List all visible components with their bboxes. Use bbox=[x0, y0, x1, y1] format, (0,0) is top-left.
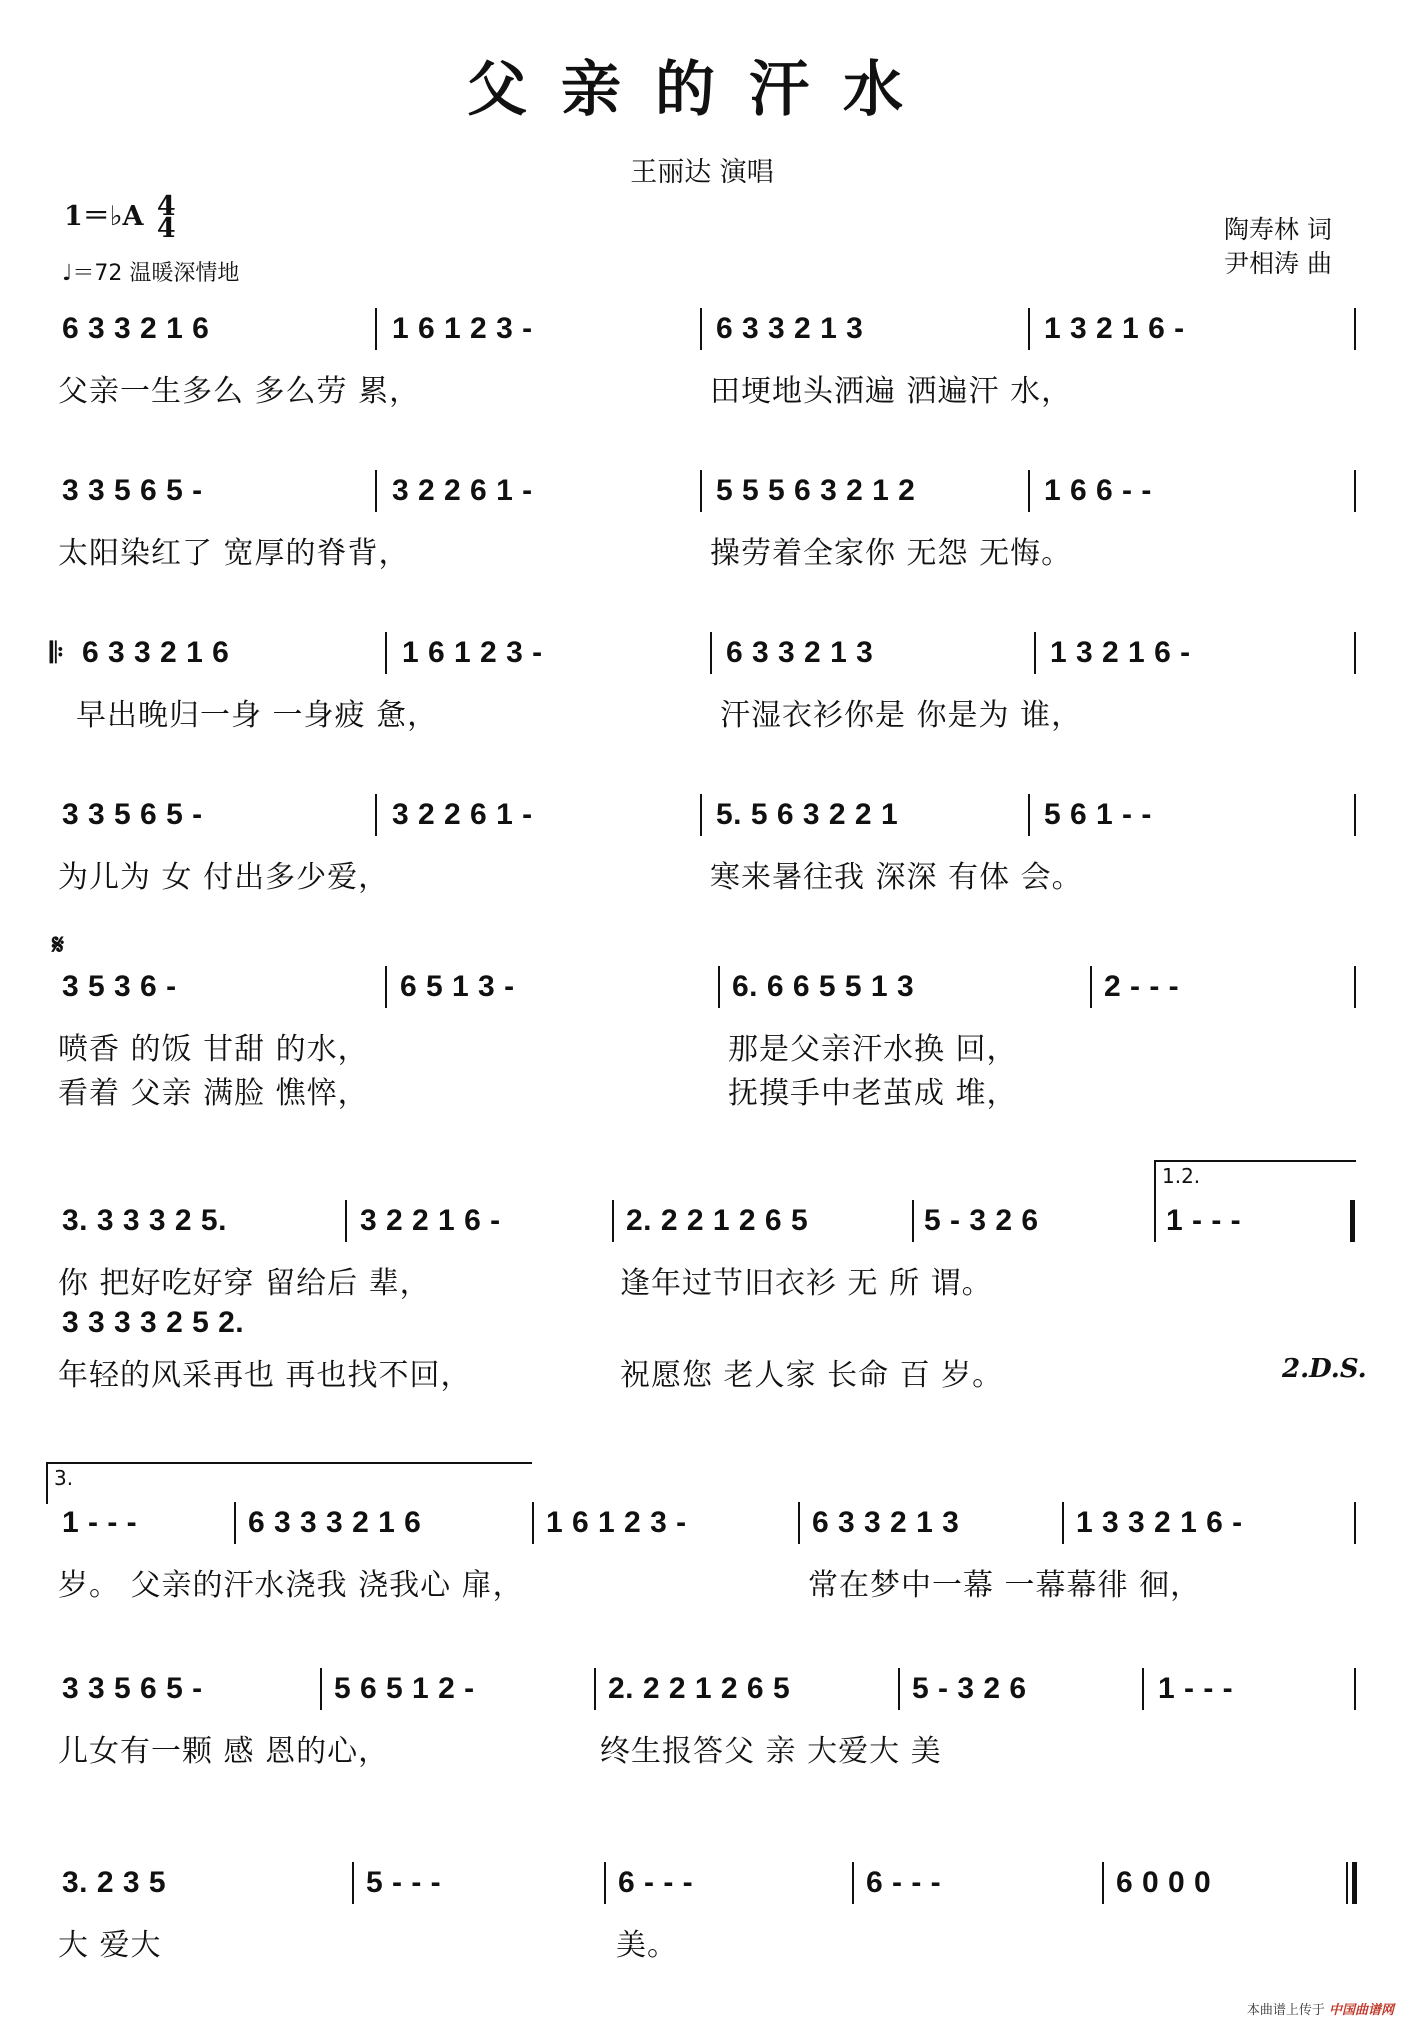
lyric-line: 逢年过节旧衣衫 无 所 谓。 bbox=[620, 1266, 993, 1301]
measure: 6 3 3 2 1 3 bbox=[812, 1506, 960, 1539]
measure: 1 6 1 2 3 - bbox=[402, 636, 543, 669]
measure: 6 3 3 2 1 6 bbox=[62, 312, 210, 345]
footer-text: 本曲谱上传于 bbox=[1246, 2003, 1325, 2018]
time-signature bbox=[156, 190, 176, 244]
lyric-line: 岁。 父亲的汗水浇我 浇我心 扉， bbox=[58, 1568, 524, 1603]
measure: 6 5 1 3 - bbox=[400, 970, 515, 1003]
measure: 6 3 3 2 1 3 bbox=[726, 636, 874, 669]
lyric-line-verse-2: 祝愿您 老人家 长命 百 岁。 bbox=[620, 1358, 1004, 1393]
measure: 6 3 3 2 1 6 bbox=[82, 636, 230, 669]
measure: 3. 3 3 3 2 5. bbox=[62, 1204, 227, 1237]
lyric-line-verse-2: 抚摸手中老茧成 堆， bbox=[728, 1076, 1018, 1111]
lyric-line: 终生报答父 亲 大爱大 美 bbox=[600, 1734, 942, 1769]
measure: 1 6 1 2 3 - bbox=[392, 312, 533, 345]
measure: 6 3 3 2 1 3 bbox=[716, 312, 864, 345]
measure: 3 3 5 6 5 - bbox=[62, 474, 203, 507]
lyric-line: 那是父亲汗水换 回， bbox=[728, 1032, 1018, 1067]
performer-credit: 王丽达 演唱 bbox=[630, 157, 774, 188]
measure: 6 - - - bbox=[866, 1866, 942, 1899]
measure: 6 3 3 3 2 1 6 bbox=[248, 1506, 422, 1539]
key-label: 1＝♭A bbox=[64, 201, 144, 232]
composer-credit: 尹相涛 曲 bbox=[1224, 249, 1332, 278]
key-signature bbox=[64, 190, 176, 244]
measure: 1 - - - bbox=[1158, 1672, 1234, 1705]
lyric-line: 父亲一生多么 多么劳 累， bbox=[58, 374, 421, 409]
measure: 1 3 2 1 6 - bbox=[1044, 312, 1185, 345]
time-sig-bottom: 4 bbox=[156, 212, 176, 244]
measure: 5 - 3 2 6 bbox=[912, 1672, 1027, 1705]
measure: 1 6 1 2 3 - bbox=[546, 1506, 687, 1539]
lyric-line: 儿女有一颗 感 恩的心， bbox=[58, 1734, 390, 1769]
measure: 3 2 2 6 1 - bbox=[392, 474, 533, 507]
volta-1-2: 1.2. bbox=[1154, 1160, 1356, 1202]
upload-footer bbox=[1247, 1999, 1394, 2018]
alt-measure: 3 3 3 3 2 5 2. bbox=[62, 1306, 245, 1339]
lyric-line: 为儿为 女 付出多少爱， bbox=[58, 860, 390, 895]
lyricist-credit: 陶寿林 词 bbox=[1224, 215, 1332, 244]
measure: 3 2 2 1 6 - bbox=[360, 1204, 501, 1237]
measure: 6. 6 6 5 5 1 3 bbox=[732, 970, 915, 1003]
repeat-start-sign: 𝄆 bbox=[50, 636, 64, 669]
footer-brand[interactable]: 中国曲谱网 bbox=[1328, 2003, 1394, 2018]
lyric-line-verse-2: 看着 父亲 满脸 憔悴， bbox=[58, 1076, 369, 1111]
lyric-line: 你 把好吃好穿 留给后 辈， bbox=[58, 1266, 431, 1301]
measure: 5. 5 6 3 2 2 1 bbox=[716, 798, 899, 831]
measure: 2 - - - bbox=[1104, 970, 1180, 1003]
dal-segno-mark: 2.D.S. bbox=[1282, 1354, 1367, 1384]
lyric-line-verse-2: 年轻的风采再也 再也找不回， bbox=[58, 1358, 472, 1393]
measure: 5 5 5 6 3 2 1 2 bbox=[716, 474, 916, 507]
volta-3: 3. bbox=[46, 1462, 532, 1504]
measure: 5 6 5 1 2 - bbox=[334, 1672, 475, 1705]
lyric-line: 早出晚归一身 一身疲 惫， bbox=[76, 698, 439, 733]
time-sig-top: 4 bbox=[156, 190, 176, 222]
lyric-line: 大 爱大 bbox=[58, 1928, 162, 1963]
lyric-line: 太阳染红了 宽厚的脊背， bbox=[58, 536, 410, 571]
measure: 1 - - - bbox=[62, 1506, 138, 1539]
measure: 2. 2 2 1 2 6 5 bbox=[626, 1204, 809, 1237]
lyric-line: 汗湿衣衫你是 你是为 谁， bbox=[720, 698, 1083, 733]
measure: 1 3 2 1 6 - bbox=[1050, 636, 1191, 669]
lyric-line: 操劳着全家你 无怨 无悔。 bbox=[710, 536, 1073, 571]
measure: 3 3 5 6 5 - bbox=[62, 1672, 203, 1705]
measure: 1 6 6 - - bbox=[1044, 474, 1152, 507]
lyric-line: 田埂地头洒遍 洒遍汗 水， bbox=[710, 374, 1073, 409]
measure: 3 5 3 6 - bbox=[62, 970, 177, 1003]
measure: 3 2 2 6 1 - bbox=[392, 798, 533, 831]
measure: 5 - - - bbox=[366, 1866, 442, 1899]
measure: 6 - - - bbox=[618, 1866, 694, 1899]
song-title: 父亲的汗水 bbox=[467, 55, 937, 125]
measure: 6 0 0 0 bbox=[1116, 1866, 1212, 1899]
lyric-line: 喷香 的饭 甘甜 的水， bbox=[58, 1032, 369, 1067]
lyric-line: 美。 bbox=[616, 1928, 678, 1963]
measure: 3. 2 3 5 bbox=[62, 1866, 167, 1899]
measure: 5 - 3 2 6 bbox=[924, 1204, 1039, 1237]
lyric-line: 常在梦中一幕 一幕幕徘 徊， bbox=[808, 1568, 1202, 1603]
measure: 1 3 3 2 1 6 - bbox=[1076, 1506, 1243, 1539]
segno-sign: 𝄋 bbox=[52, 928, 65, 961]
measure: 1 - - - bbox=[1166, 1204, 1242, 1237]
measure: 5 6 1 - - bbox=[1044, 798, 1152, 831]
tempo-marking: ♩＝72 温暖深情地 bbox=[62, 261, 240, 286]
measure: 3 3 5 6 5 - bbox=[62, 798, 203, 831]
lyric-line: 寒来暑往我 深深 有体 会。 bbox=[710, 860, 1083, 895]
measure: 2. 2 2 1 2 6 5 bbox=[608, 1672, 791, 1705]
